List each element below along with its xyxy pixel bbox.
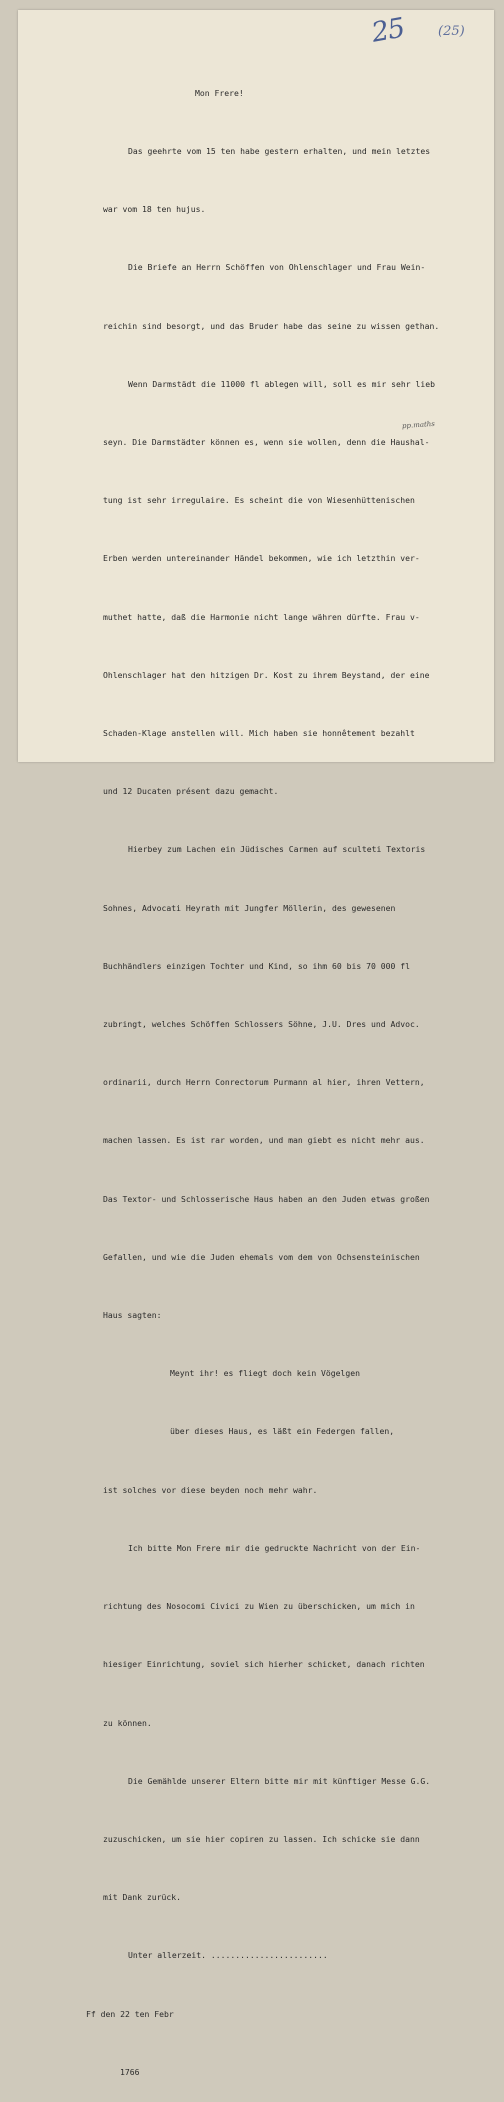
letter-line: Ich bitte Mon Frere mir die gedruckte Nachricht von der Ein-	[128, 1542, 421, 1553]
letter-line: Hierbey zum Lachen ein Jüdisches Carmen auf sculteti Textoris	[128, 844, 426, 855]
archive-number-paren: (25)	[438, 24, 465, 39]
letter-line: zu können.	[103, 1717, 152, 1728]
closing-line: Unter allerzeit. ........................	[128, 1950, 328, 1961]
letter-line: war vom 18 ten hujus.	[103, 204, 206, 215]
verse-line: über dieses Haus, es läßt ein Federgen fallen,	[170, 1426, 395, 1437]
letter-line: hiesiger Einrichtung, soviel sich hierher schicket, danach richten	[103, 1659, 425, 1670]
letter-body	[86, 45, 493, 2102]
letter-line: seyn. Die Darmstädter können es, wenn sie wollen, denn die Haushal-	[103, 437, 430, 448]
letter-line: Das Textor- und Schlosserische Haus haben an den Juden etwas großen	[103, 1193, 430, 1204]
pencil-note: pp.maths	[401, 419, 436, 431]
letter-line: richtung des Nosocomi Civici zu Wien zu überschicken, um mich in	[103, 1601, 415, 1612]
letter-line: Ohlenschlager hat den hitzigen Dr. Kost zu ihrem Beystand, der eine	[103, 669, 430, 680]
letter-line: Wenn Darmstädt die 11000 fl ablegen will, soll es mir sehr lieb	[128, 378, 435, 389]
letter-line: ist solches vor diese beyden noch mehr wahr.	[103, 1484, 318, 1495]
year-line: 1766	[120, 2066, 140, 2077]
letter-line: Buchhändlers einzigen Tochter und Kind, so ihm 60 bis 70 000 fl	[103, 960, 410, 971]
letter-line: Haus sagten:	[103, 1310, 162, 1321]
letter-line: Schaden-Klage anstellen will. Mich haben sie honnêtement bezahlt	[103, 728, 415, 739]
letter-line: zuzuschicken, um sie hier copiren zu lassen. Ich schicke sie dann	[103, 1833, 420, 1844]
letter-line: Die Gemählde unserer Eltern bitte mir mit künftiger Messe G.G.	[128, 1775, 431, 1786]
date-line: Ff den 22 ten Febr	[86, 2008, 174, 2019]
letter-line: tung ist sehr irregulaire. Es scheint die von Wiesenhüttenischen	[103, 495, 415, 506]
letter-line: zubringt, welches Schöffen Schlossers Söhne, J.U. Dres und Advoc.	[103, 1019, 420, 1030]
letter-line: muthet hatte, daß die Harmonie nicht lange währen dürfte. Frau v-	[103, 611, 420, 622]
letter-line: Sohnes, Advocati Heyrath mit Jungfer Möllerin, des gewesenen	[103, 902, 396, 913]
letter-line: reichin sind besorgt, und das Bruder habe das seine zu wissen gethan.	[103, 320, 440, 331]
letter-line: mit Dank zurück.	[103, 1892, 181, 1903]
letter-line: ordinarii, durch Herrn Conrectorum Purmann al hier, ihren Vettern,	[103, 1077, 425, 1088]
verse-line: Meynt ihr! es fliegt doch kein Vögelgen	[170, 1368, 361, 1379]
letter-line: Die Briefe an Herrn Schöffen von Ohlenschlager und Frau Wein-	[128, 262, 426, 273]
salutation: Mon Frere!	[195, 87, 244, 98]
letter-line: machen lassen. Es ist rar worden, und man giebt es nicht mehr aus.	[103, 1135, 425, 1146]
archive-number: 25	[369, 12, 407, 49]
letter-line: und 12 Ducaten présent dazu gemacht.	[103, 786, 279, 797]
letter-line: Erben werden untereinander Händel bekommen, wie ich letzthin ver-	[103, 553, 420, 564]
letter-line: Das geehrte vom 15 ten habe gestern erhalten, und mein letztes	[128, 146, 431, 157]
letter-line: Gefallen, und wie die Juden ehemals vom dem von Ochsensteinischen	[103, 1251, 420, 1262]
